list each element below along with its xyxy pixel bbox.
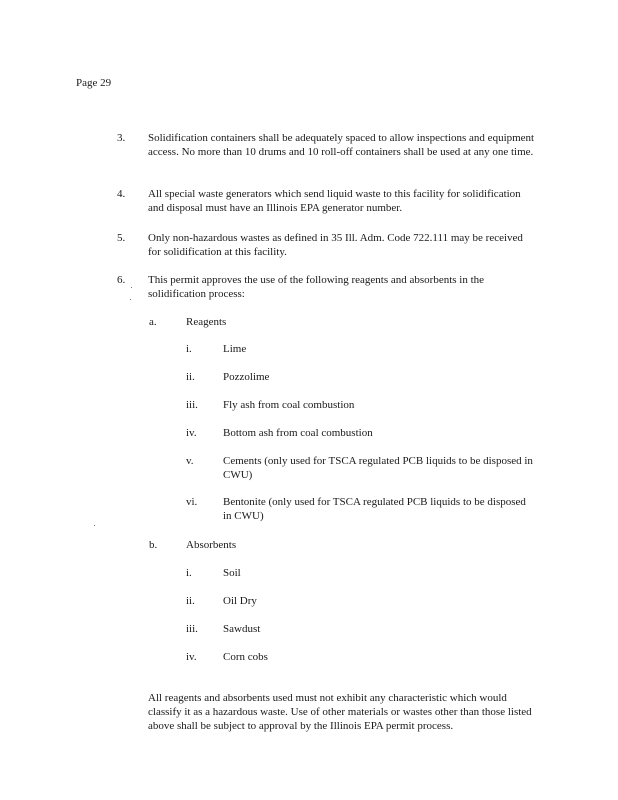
reagent-text: Cements (only used for TSCA regulated PCB liquids to be disposed in CWU) <box>223 455 533 481</box>
item-4-text: All special waste generators which send liquid waste to this facility for solidification and disposal must have an Illinois EPA generator number. <box>148 188 521 214</box>
reagent-text: Bentonite (only used for TSCA regulated PCB liquids to be disposed in CWU) <box>223 496 526 522</box>
absorbent-text: Corn cobs <box>223 651 268 663</box>
reagents-letter: a. <box>149 316 157 328</box>
reagents-title: Reagents <box>186 316 227 328</box>
absorbent-numeral: i. <box>186 567 192 579</box>
reagent-text: Lime <box>223 343 247 355</box>
item-3-number: 3. <box>117 132 126 144</box>
reagent-text: Bottom ash from coal combustion <box>223 427 373 439</box>
scan-speck <box>131 287 132 288</box>
absorbent-numeral: iv. <box>186 651 197 663</box>
item-4-number: 4. <box>117 188 126 200</box>
absorbent-numeral: iii. <box>186 623 198 635</box>
reagent-text: Fly ash from coal combustion <box>223 399 355 411</box>
closing-paragraph: All reagents and absorbents used must not exhibit any characteristic which would classify it as a hazardous waste. Use of other materials or wastes other than those listed above shall be subject to approval by the Illinois EPA permit process. <box>148 692 532 732</box>
item-6-number: 6. <box>117 274 126 286</box>
scan-speck <box>130 299 131 300</box>
absorbents-title: Absorbents <box>186 539 237 551</box>
absorbent-text: Oil Dry <box>223 595 257 607</box>
reagent-text: Pozzolime <box>223 371 270 383</box>
reagent-numeral: v. <box>186 455 194 467</box>
item-3-text: Solidification containers shall be adequately spaced to allow inspections and equipment access. No more than 10 drums and 10 roll-off containers shall be used at any one time. <box>148 132 535 158</box>
absorbents-letter: b. <box>149 539 158 551</box>
reagent-numeral: iii. <box>186 399 198 411</box>
absorbent-numeral: ii. <box>186 595 195 607</box>
scan-speck <box>94 525 95 526</box>
absorbent-text: Sawdust <box>223 623 261 635</box>
reagent-numeral: vi. <box>186 496 198 508</box>
reagent-numeral: i. <box>186 343 192 355</box>
item-5-number: 5. <box>117 232 126 244</box>
item-5-text: Only non-hazardous wastes as defined in 35 Ill. Adm. Code 722.111 may be received for solidification at this facility. <box>148 232 523 258</box>
item-6-text: This permit approves the use of the following reagents and absorbents in the solidification process: <box>148 274 485 300</box>
absorbent-text: Soil <box>223 567 241 579</box>
reagent-numeral: iv. <box>186 427 197 439</box>
page-number: Page 29 <box>76 77 112 89</box>
reagent-numeral: ii. <box>186 371 195 383</box>
